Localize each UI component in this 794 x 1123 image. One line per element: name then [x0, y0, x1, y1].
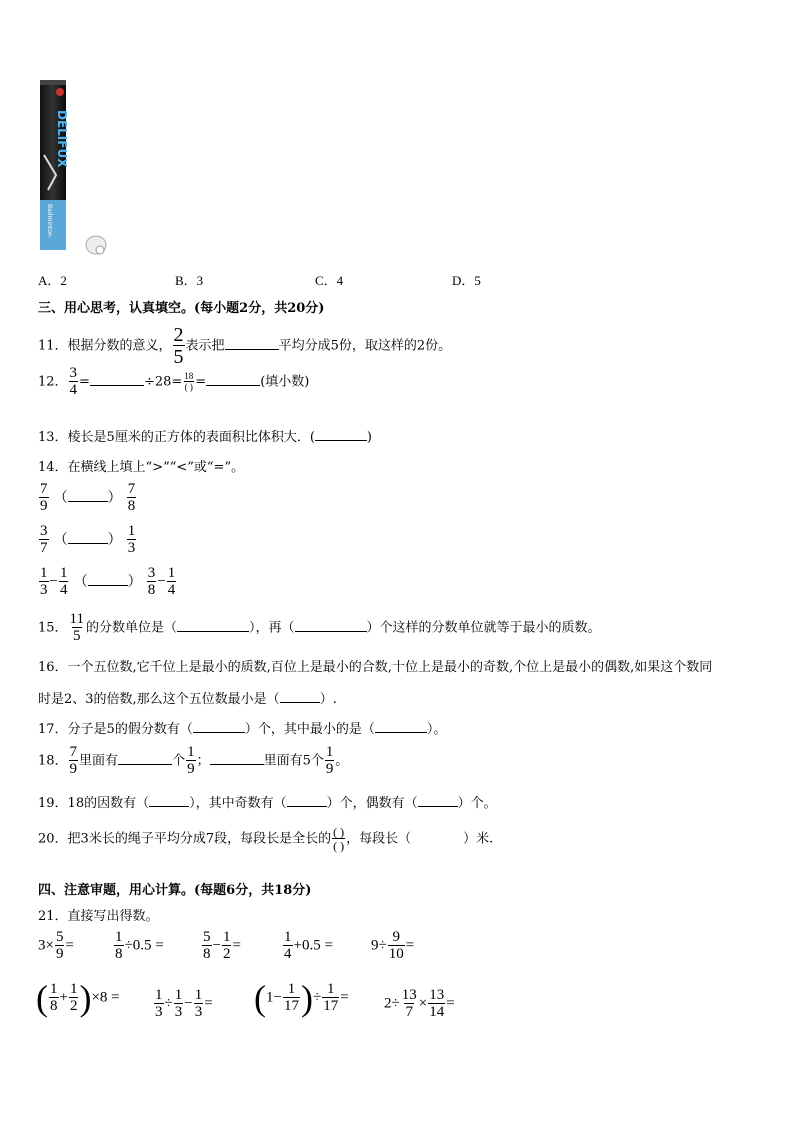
- question-20: 20．把3米长的绳子平均分成7段，每段长是全长的 $\frac{( )}{( )}$ ，每段长（ ）米.: [38, 825, 494, 853]
- option-d: D．5: [452, 273, 481, 288]
- calc-2-4: 2÷ $\frac{13}{7}$ × $\frac{13}{14}$ =: [384, 987, 455, 1020]
- calc-1-3: $\frac{5}{8}$ − $\frac{1}{2}$ =: [203, 929, 241, 962]
- calc-2-2: $\frac{1}{3}$ ÷ $\frac{1}{3}$ − $\frac{1}{3}$ =: [155, 987, 213, 1020]
- shuttlecock-tube-image: [38, 80, 68, 258]
- question-19: 19．18的因数有（ ），其中奇数有（ ）个，偶数有（ ）个。: [38, 796, 497, 811]
- option-a: A．2: [38, 273, 67, 288]
- sub-text: Badminton: [46, 204, 53, 237]
- question-18: 18． $\frac{7}{9}$ 里面有 个 $\frac{1}{9}$ ； 里面有5个 $\frac{1}{9}$ 。: [38, 744, 349, 777]
- compare-row-1: $\frac{7}{9}$ （ ） $\frac{7}{8}$: [40, 481, 136, 514]
- question-14: 14．在横线上填上“>”“<”或“=”。: [38, 460, 245, 475]
- compare-row-2: $\frac{3}{7}$ （ ） $\frac{1}{3}$: [40, 523, 136, 556]
- question-17: 17．分子是5的假分数有（ ）个，其中最小的是（ ）。: [38, 722, 447, 737]
- brand-text: DELIFUX: [55, 110, 69, 168]
- question-12: 12． $\frac{3}{4}$ = ÷28= $\frac{18}{( )}$ = (填小数): [38, 365, 310, 398]
- calc-2-3: (1− $\frac{1}{17}$ )÷ $\frac{1}{17}$ =: [254, 978, 349, 1018]
- section-3-heading: 三、用心思考，认真填空。(每小题2分，共20分): [38, 301, 325, 316]
- option-b: B．3: [175, 273, 204, 288]
- question-21: 21．直接写出得数。: [38, 909, 159, 924]
- calc-1-1: 3× $\frac{5}{9}$ =: [38, 929, 74, 962]
- compare-row-3: $\frac{1}{3}$ − $\frac{1}{4}$ （ ） $\frac{3}{8}$ − $\frac{1}{4}$: [40, 565, 176, 598]
- question-16-line-2: 时是2、3的倍数,那么这个五位数最小是（ ）.: [38, 692, 337, 707]
- question-15: 15． $\frac{11}{5}$ 的分数单位是（ ），再（ ）个这样的分数单位就等于最小的质数。: [38, 611, 601, 644]
- question-13: 13．棱长是5厘米的正方体的表面积比体积大．( ): [38, 430, 372, 445]
- calc-1-2: $\frac{1}{8}$ ÷0.5 =: [115, 929, 164, 962]
- option-c: C．4: [315, 273, 344, 288]
- calc-1-4: $\frac{1}{4}$ +0.5 =: [284, 929, 333, 962]
- calc-2-1: ( $\frac{1}{8}$ + $\frac{1}{2}$ )×8 =: [36, 978, 120, 1018]
- question-11: 11．根据分数的意义， $\frac{2}{5}$ 表示把 平均分成5份，取这样的2份。: [38, 324, 452, 368]
- question-16-line-1: 16．一个五位数,它千位上是最小的质数,百位上是最小的合数,十位上是最小的奇数,个位上是最小的偶数,如果这个数同: [38, 660, 713, 675]
- section-4-heading: 四、注意审题，用心计算。(每题6分，共18分): [38, 883, 312, 898]
- calc-1-5: 9÷ $\frac{9}{10}$ =: [371, 929, 415, 962]
